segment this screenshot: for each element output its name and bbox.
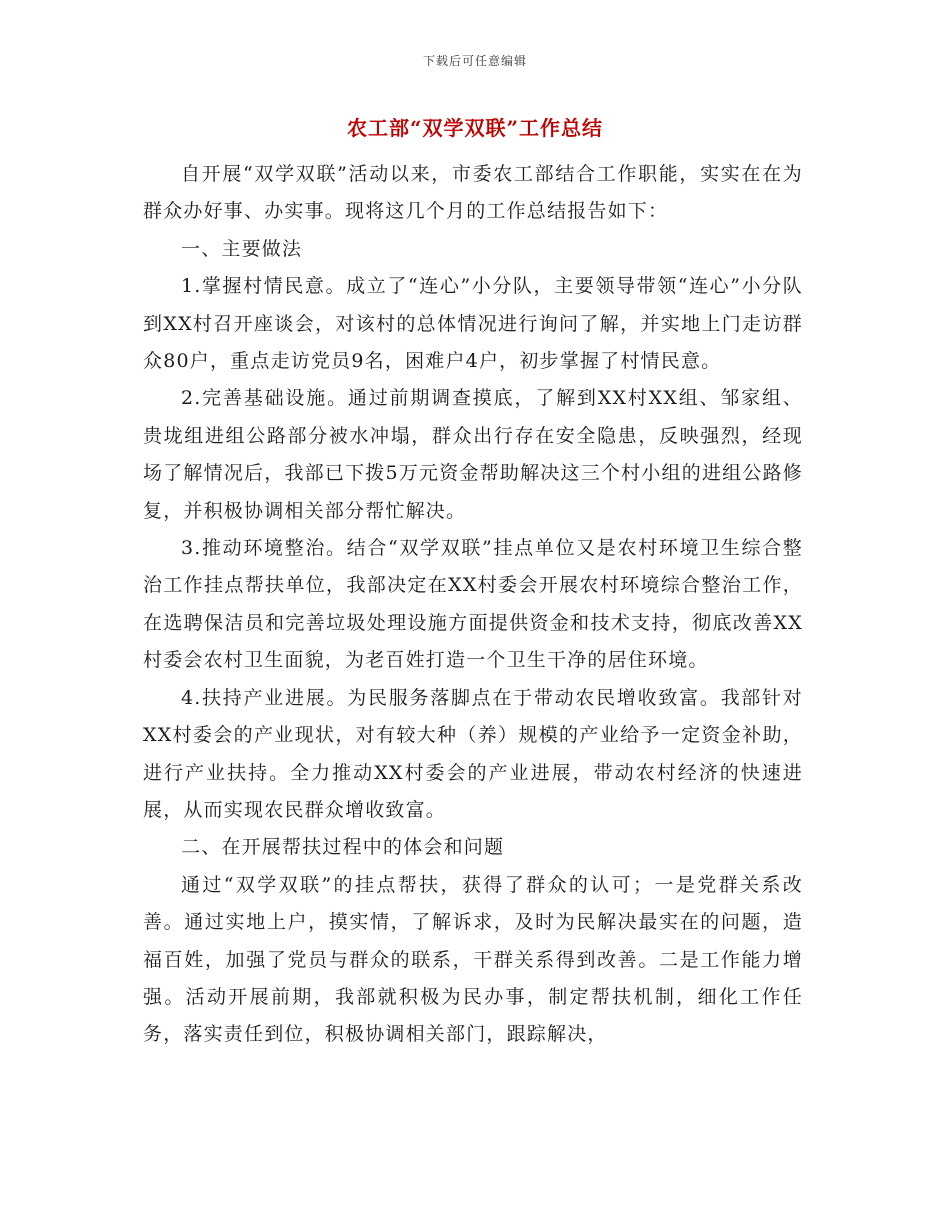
header-note: 下载后可任意编辑: [422, 54, 527, 68]
section-heading-2: 二、在开展帮扶过程中的体会和问题: [181, 836, 505, 859]
section-heading-1: 一、主要做法: [181, 237, 303, 260]
paragraph-item-4: 4.扶持产业进展。为民服务落脚点在于带动农民增收致富。我部针对XX村委会的产业现状，对有较大种（养）规模的产业给予一定资金补助，进行产业扶持。全力推动XX村委会的产业进展，带动农村经济的快速进展，从而实现农民群众增收致富。: [143, 686, 803, 821]
paragraph-item-2: 2.完善基础设施。通过前期调查摸底，了解到XX村XX组、邹家组、贵垅组进组公路部分被水冲塌，群众出行存在安全隐患，反映强烈，经现场了解情况后，我部已下拨5万元资金帮助解决这三个村小组的进组公路修复，并积极协调相关部分帮忙解决。: [143, 387, 803, 522]
paragraph-item-1: 1.掌握村情民意。成立了“连心”小分队，主要领导带领“连心”小分队到XX村召开座谈会，对该村的总体情况进行询问了解，并实地上门走访群众80户，重点走访党员9名，困难户4户，初步掌握了村情民意。: [143, 275, 803, 373]
document-body: [143, 156, 803, 1054]
paragraph-experience: 通过“双学双联”的挂点帮扶，获得了群众的认可；一是党群关系改善。通过实地上户，摸实情，了解诉求，及时为民解决最实在的问题，造福百姓，加强了党员与群众的联系，干群关系得到改善。二是工作能力增强。活动开展前期，我部就积极为民办事，制定帮扶机制，细化工作任务，落实责任到位，积极协调相关部门，跟踪解决，: [143, 873, 803, 1046]
paragraph-intro: 自开展“双学双联”活动以来，市委农工部结合工作职能，实实在在为群众办好事、办实事。现将这几个月的工作总结报告如下：: [143, 163, 803, 223]
paragraph-item-3: 3.推动环境整治。结合“双学双联”挂点单位又是农村环境卫生综合整治工作挂点帮扶单位，我部决定在XX村委会开展农村环境综合整治工作，在选聘保洁员和完善垃圾处理设施方面提供资金和技术支持，彻底改善XX村委会农村卫生面貌，为老百姓打造一个卫生干净的居住环境。: [143, 537, 803, 672]
document-title: 农工部“双学双联”工作总结: [346, 116, 603, 140]
